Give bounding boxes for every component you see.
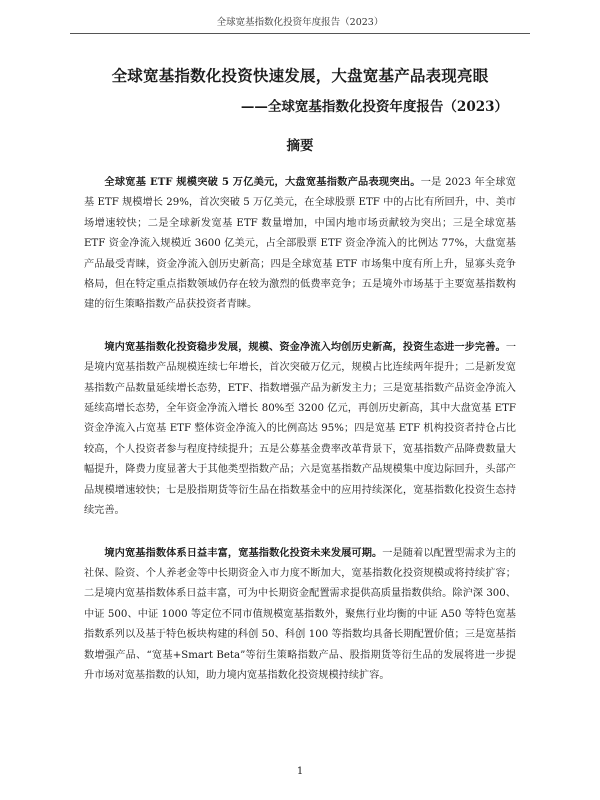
main-title: 全球宽基指数化投资快速发展，大盘宽基产品表现亮眼 xyxy=(111,66,489,85)
paragraph-lead: 全球宽基 ETF 规模突破 5 万亿美元，大盘宽基指数产品表现突出。 xyxy=(104,176,421,188)
paragraph-text: 一是境内宽基指数产品规模连续七年增长，首次突破万亿元，规模占比连续两年提升；二是新发宽基指数产品数量延续增长态势，ETF、指数增强产品为新发主力；三是宽基指数产品资金净流入延续高增长态势，全年资金净流入增长 80%至 3200 亿元，再创历史新高，其中大盘宽基 ETF 资金净流入占宽基 ETF 整体资金净流入的比例高达 95%；四是宽基 ETF 机构投资者持仓占比较高，个人投资者参与程度持续提升；五是公募基金费率改革背景下，宽基指数产品降费数量大幅提升，降费力度显著大于其他类型指数产品；六是宽基指数产品规模集中度边际回升，头部产品规模增速较快；七是股指期货等衍生品在指数基金中的应用持续深化，宽基指数化投资生态持续完善。 xyxy=(84,341,516,517)
running-header: 全球宽基指数化投资年度报告（2023） xyxy=(216,17,384,28)
abstract-heading: 摘要 xyxy=(286,138,314,154)
paragraph-lead: 境内宽基指数体系日益丰富，宽基指数化投资未来发展可期。 xyxy=(104,546,383,559)
abstract-body xyxy=(84,172,516,707)
page-number: 1 xyxy=(296,766,304,777)
paragraph-text: 一是随着以配置型需求为主的社保、险资、个人养老金等中长期资金入市力度不断加大，宽基指数化投资规模或将持续扩容；二是境内宽基指数体系日益丰富，可为中长期资金配置需求提供高质量指数供给。除沪深 300、中证 500、中证 1000 等定位不同市值规模宽基指数外，聚焦行业均衡的中证 A50 等特色宽基指数系列以及基于特色板块构建的科创 50、科创 100 等指数均具备长期配置价值；三是宽基指数增强产品、“宽基+Smart Beta”等衍生策略指数产品、股指期货等衍生品的发展将进一步提升市场对宽基指数的认知，助力境内宽基指数化投资规模持续扩容。 xyxy=(84,547,516,681)
header-divider xyxy=(70,33,530,34)
abstract-paragraph-1 xyxy=(84,172,516,316)
paragraph-lead: 境内宽基指数化投资稳步发展，规模、资金净流入均创历史新高，投资生态进一步完善。 xyxy=(104,340,506,353)
sub-title: ——全球宽基指数化投资年度报告（2023） xyxy=(240,99,508,115)
abstract-paragraph-3 xyxy=(84,543,516,687)
abstract-paragraph-2 xyxy=(84,337,516,522)
paragraph-text: 一是 2023 年全球宽基 ETF 规模增长 29%，首次突破 5 万亿美元，在全球股票 ETF 中的占比有所回升，中、美市场增速较快；二是全球新发宽基 ETF 数量增加，中国内地市场贡献较为突出；三是全球宽基 ETF 资金净流入规模近 3600 亿美元，占全部股票 ETF 资金净流入的比例达 77%，大盘宽基产品最受青睐，资金净流入创历史新高；四是全球宽基 ETF 市场集中度有所上升，显寡头竞争格局，但在特定重点指数领域仍存在较为激烈的低费率竞争；五是境外市场基于主要宽基指数构建的衍生策略指数产品获投资者青睐。 xyxy=(84,177,516,311)
